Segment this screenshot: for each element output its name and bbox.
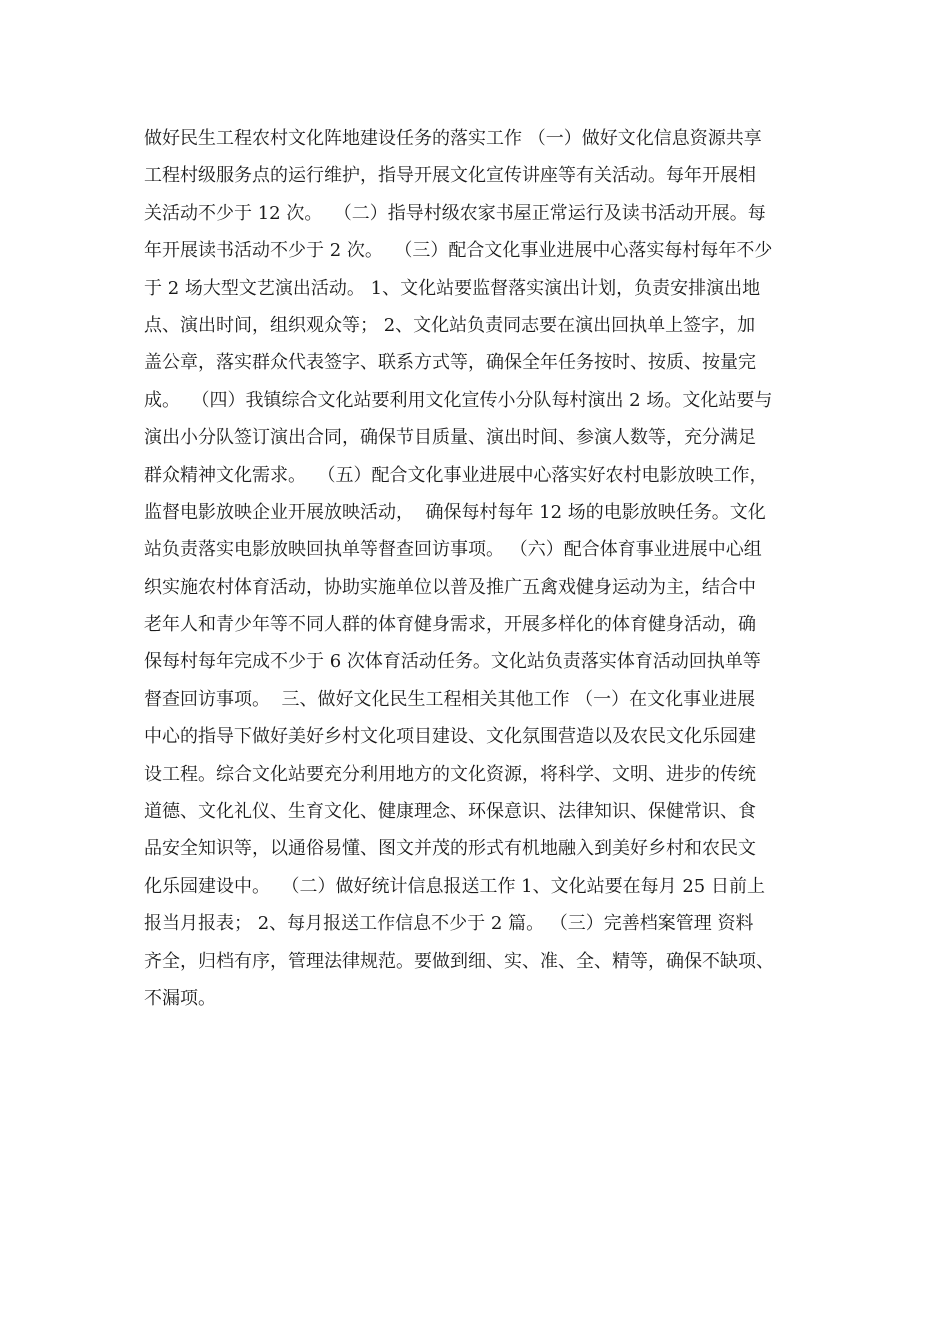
text-line: 品安全知识等，以通俗易懂、图文并茂的形式有机地融入到美好乡村和农民文: [144, 838, 756, 860]
text-line: 站负责落实电影放映回执单等督查回访事项。 （六）配合体育事业进展中心组: [144, 539, 762, 561]
text-line: 织实施农村体育活动，协助实施单位以普及推广五禽戏健身运动为主，结合中: [144, 576, 756, 598]
text-line: 关活动不少于 12 次。 （二）指导村级农家书屋正常运行及读书活动开展。每: [144, 202, 766, 224]
text-line: 监督电影放映企业开展放映活动， 确保每村每年 12 场的电影放映任务。文化: [144, 501, 766, 523]
text-line: 工程村级服务点的运行维护，指导开展文化宣传讲座等有关活动。每年开展相: [144, 165, 756, 187]
text-line: 盖公章，落实群众代表签字、联系方式等，确保全年任务按时、按质、按量完: [144, 352, 756, 374]
text-line: 督查回访事项。 三、做好文化民生工程相关其他工作 （一）在文化事业进展: [144, 688, 756, 710]
text-line: 演出小分队签订演出合同，确保节目质量、演出时间、参演人数等，充分满足: [144, 427, 756, 449]
text-line: 年开展读书活动不少于 2 次。 （三）配合文化事业进展中心落实每村每年不少: [144, 240, 773, 262]
text-line: 点、演出时间，组织观众等； 2、文化站负责同志要在演出回执单上签字，加: [144, 314, 756, 336]
text-line: 做好民生工程农村文化阵地建设任务的落实工作 （一）做好文化信息资源共享: [144, 128, 762, 149]
text-line: 设工程。综合文化站要充分利用地方的文化资源，将科学、文明、进步的传统: [144, 763, 756, 785]
text-line: 道德、文化礼仪、生育文化、健康理念、环保意识、法律知识、保健常识、食: [144, 801, 756, 823]
text-line: 中心的指导下做好美好乡村文化项目建设、文化氛围营造以及农民文化乐园建: [144, 726, 756, 748]
text-line: 老年人和青少年等不同人群的体育健身需求，开展多样化的体育健身活动，确: [144, 614, 756, 636]
text-line: 化乐园建设中。 （二）做好统计信息报送工作 1、文化站要在每月 25 日前上: [144, 875, 765, 897]
text-line: 报当月报表； 2、每月报送工作信息不少于 2 篇。 （三）完善档案管理 资料: [144, 913, 754, 935]
text-line: 齐全，归档有序，管理法律规范。要做到细、实、准、全、精等，确保不缺项、: [144, 950, 774, 972]
text-line: 不漏项。: [144, 987, 216, 1009]
text-line: 成。 （四）我镇综合文化站要利用文化宣传小分队每村演出 2 场。文化站要与: [144, 389, 773, 411]
text-line: 群众精神文化需求。 （五）配合文化事业进展中心落实好农村电影放映工作，: [144, 464, 768, 486]
document-body: [144, 120, 810, 1017]
text-line: 于 2 场大型文艺演出活动。 1、文化站要监督落实演出计划，负责安排演出地: [144, 277, 761, 299]
text-line: 保每村每年完成不少于 6 次体育活动任务。文化站负责落实体育活动回执单等: [144, 651, 761, 673]
